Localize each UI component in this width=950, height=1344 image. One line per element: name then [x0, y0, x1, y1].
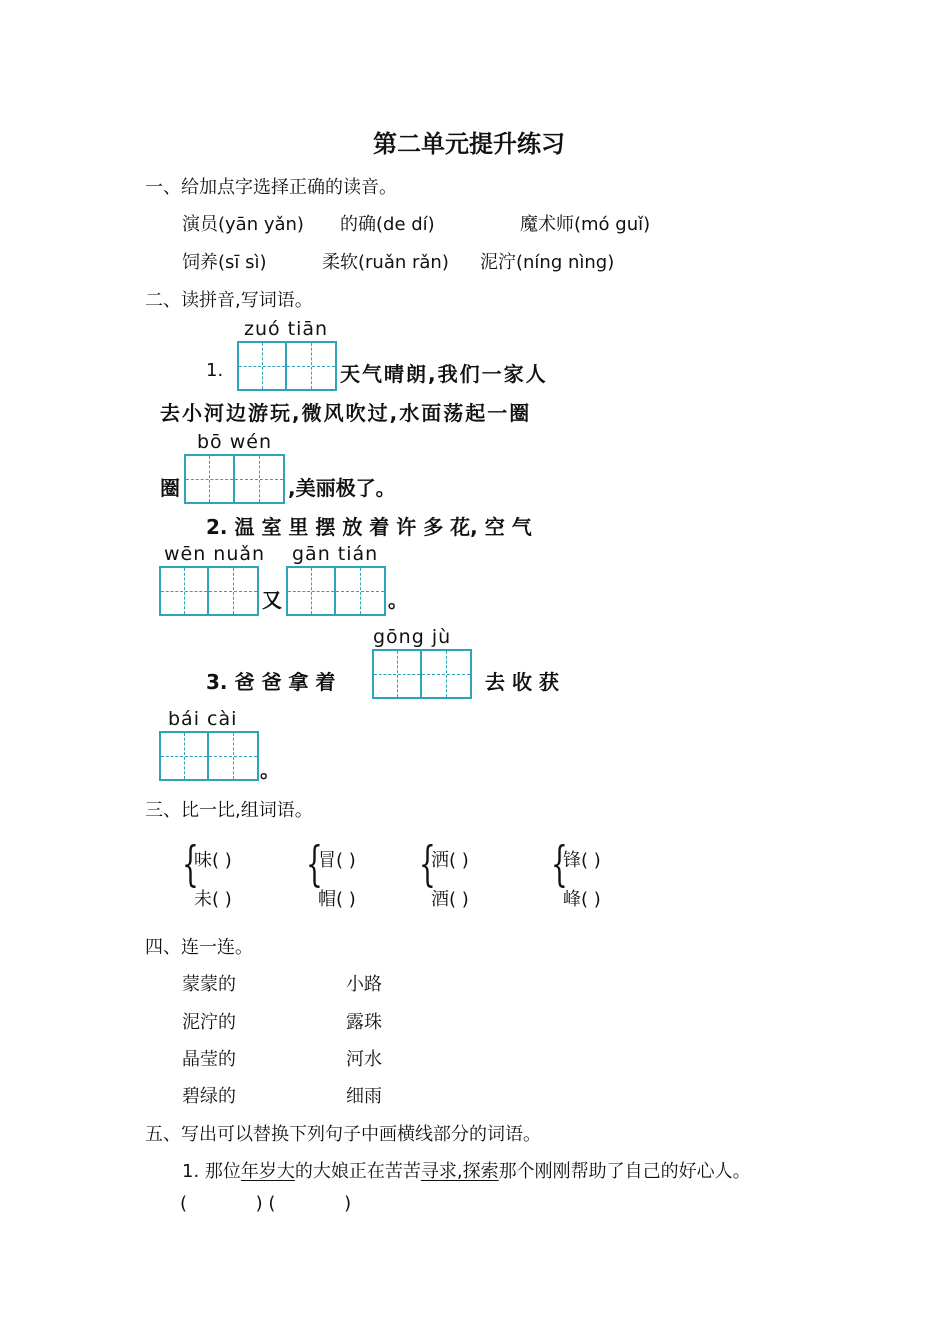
- question-number: 1.: [206, 360, 224, 381]
- word-pair-bottom[interactable]: 未( ): [194, 889, 232, 910]
- pinyin-choice-item[interactable]: 演员(yān yǎn): [182, 214, 304, 235]
- pinyin-choice-item[interactable]: 饲养(sī sì): [182, 252, 267, 273]
- pinyin-label: bō wén: [197, 431, 272, 453]
- brace-icon: {: [419, 836, 436, 892]
- underlined-phrase: 年岁大: [240, 1161, 295, 1182]
- match-right-item[interactable]: 露珠: [346, 1012, 382, 1033]
- brace-icon: {: [182, 836, 199, 892]
- match-left-item[interactable]: 碧绿的: [182, 1086, 236, 1107]
- underlined-phrase: 寻求,探索: [420, 1161, 499, 1182]
- word-pair-bottom[interactable]: 峰( ): [563, 889, 601, 910]
- match-right-item[interactable]: 河水: [346, 1049, 382, 1070]
- match-left-item[interactable]: 泥泞的: [182, 1012, 236, 1033]
- section-1-heading: 一、给加点字选择正确的读音。: [145, 177, 397, 198]
- match-right-item[interactable]: 细雨: [346, 1086, 382, 1107]
- sentence-text: 去 收 获: [485, 670, 559, 694]
- sentence-text: 圈: [160, 476, 180, 500]
- word-pair-top[interactable]: 味( ): [194, 850, 232, 871]
- sentence-part: 的大娘正在苦苦: [294, 1161, 421, 1182]
- section-3-heading: 三、比一比,组词语。: [145, 800, 313, 821]
- pinyin-label: gān tián: [292, 543, 379, 565]
- brace-icon: {: [551, 836, 568, 892]
- sentence-text: 3. 爸 爸 拿 着: [206, 670, 336, 694]
- match-left-item[interactable]: 蒙蒙的: [182, 974, 236, 995]
- writing-grid[interactable]: [286, 566, 386, 616]
- sentence-text: 。: [260, 758, 280, 782]
- section-2-heading: 二、读拼音,写词语。: [145, 290, 313, 311]
- sentence-text: [182, 1157, 751, 1183]
- writing-grid[interactable]: [159, 731, 259, 781]
- section-4-heading: 四、连一连。: [145, 937, 253, 958]
- word-pair-top[interactable]: 洒( ): [431, 850, 469, 871]
- pinyin-label: zuó tiān: [244, 318, 329, 340]
- section-5-heading: 五、写出可以替换下列句子中画横线部分的词语。: [145, 1124, 541, 1145]
- writing-grid[interactable]: [237, 341, 337, 391]
- pinyin-choice-item[interactable]: 柔软(ruǎn rǎn): [322, 252, 449, 273]
- pinyin-label: gōng jù: [373, 626, 452, 648]
- word-pair-top[interactable]: 锋( ): [563, 850, 601, 871]
- word-pair-bottom[interactable]: 酒( ): [431, 889, 469, 910]
- pinyin-choice-item[interactable]: 的确(de dí): [340, 214, 435, 235]
- match-left-item[interactable]: 晶莹的: [182, 1049, 236, 1070]
- pinyin-label: wēn nuǎn: [164, 543, 266, 565]
- brace-icon: {: [306, 836, 323, 892]
- word-pair-bottom[interactable]: 帽( ): [318, 889, 356, 910]
- word-pair-top[interactable]: 冒( ): [318, 850, 356, 871]
- sentence-part: 那个刚刚帮助了自己的好心人。: [498, 1161, 751, 1182]
- sentence-part: 1. 那位: [182, 1161, 241, 1182]
- pinyin-choice-item[interactable]: 魔术师(mó guǐ): [520, 214, 651, 235]
- sentence-text: 又: [262, 588, 282, 612]
- sentence-text: 。: [388, 588, 408, 612]
- pinyin-label: bái cài: [168, 708, 238, 730]
- writing-grid[interactable]: [159, 566, 259, 616]
- sentence-text: 2. 温 室 里 摆 放 着 许 多 花, 空 气: [206, 515, 532, 539]
- match-right-item[interactable]: 小路: [346, 974, 382, 995]
- sentence-text: ,美丽极了。: [288, 476, 396, 500]
- sentence-text: 天气晴朗,我们一家人: [340, 362, 548, 386]
- writing-grid[interactable]: [372, 649, 472, 699]
- answer-blanks[interactable]: ( ) ( ): [180, 1193, 352, 1214]
- page-title: 第二单元提升练习: [373, 130, 565, 158]
- writing-grid[interactable]: [184, 454, 285, 504]
- sentence-text: 去小河边游玩,微风吹过,水面荡起一圈: [160, 401, 532, 425]
- pinyin-choice-item[interactable]: 泥泞(níng nìng): [480, 252, 615, 273]
